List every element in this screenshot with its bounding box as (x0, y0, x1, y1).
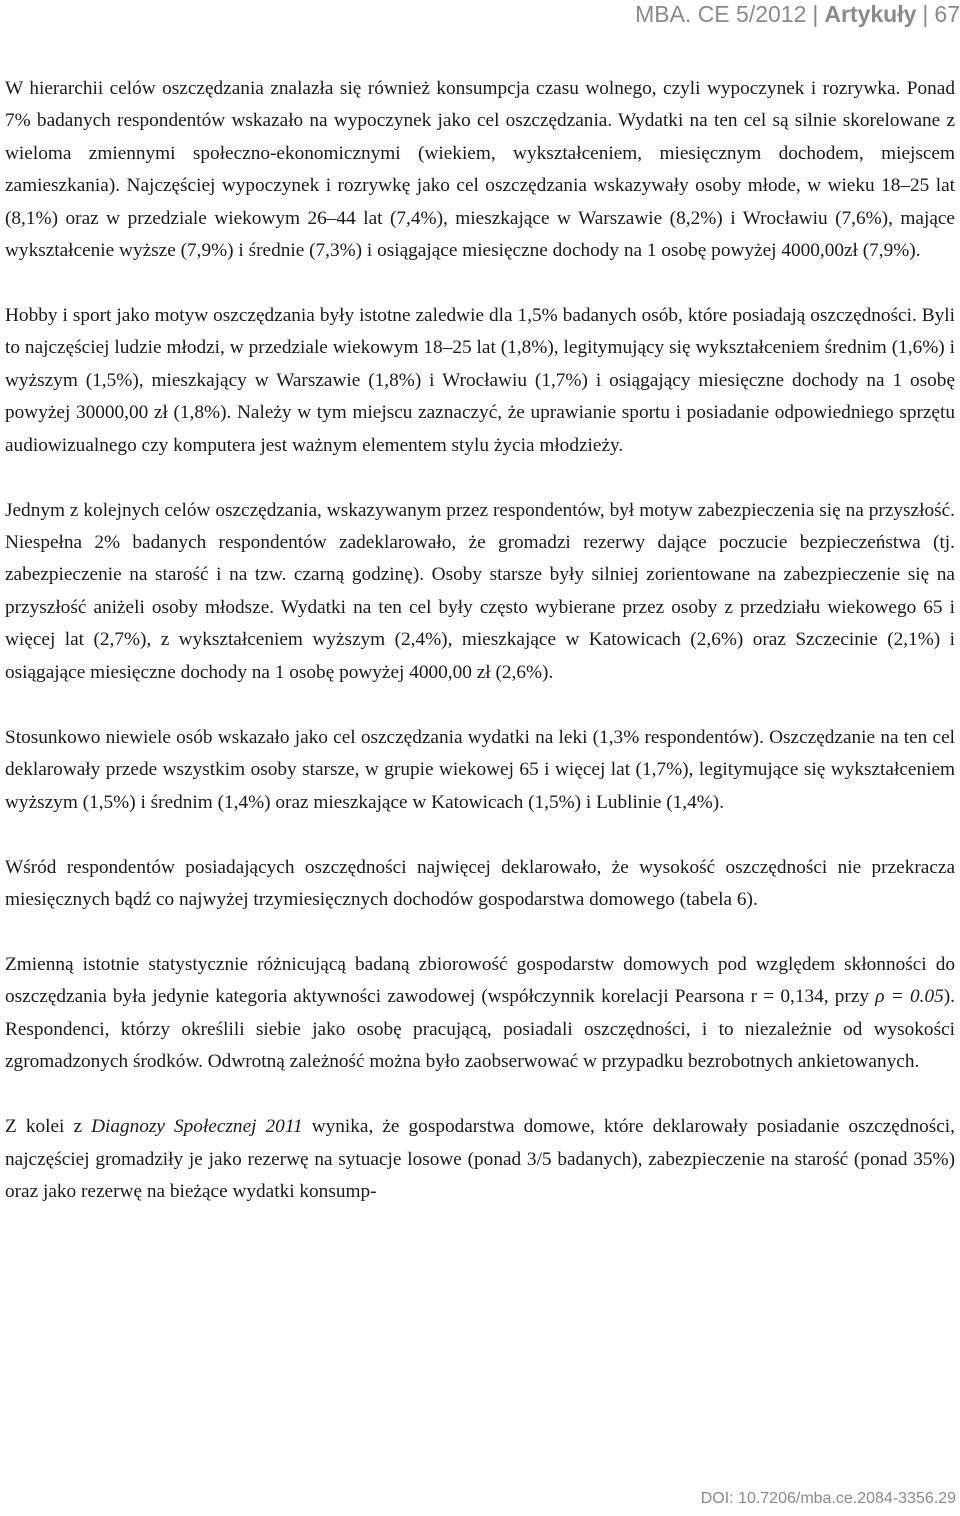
doi-footer: DOI: 10.7206/mba.ce.2084-3356.29 (700, 1490, 956, 1507)
paragraph-medicine: Stosunkowo niewiele osób wskazało jako cel oszczędzania wydatki na leki (1,3% respondentów). Oszczędzanie na ten cel deklarowały przede wszystkim osoby starsze, w grupie wiekowej 65 i więcej lat (1,7%), legitymujące się wykształceniem wyższym (1,5%) i średnim (1,4%) oraz mieszkające w Katowicach (1,5%) i Lublinie (1,4%). (5, 726, 955, 813)
cited-report-title: Diagnozy Społecznej 2011 (91, 1116, 303, 1138)
running-header (635, 0, 960, 28)
significance-level: ρ = 0.05 (875, 986, 944, 1008)
header-separator: | (812, 1, 819, 27)
diagnosis-text-end: wynika, że gospodarstwa domowe, które deklarowały posiadanie oszczędności, najczęściej gromadziły je jako rezerwę na sytuacje losowe (ponad 3/5 badanych), zabezpieczenie na starość (ponad 35%) oraz jako rezerwę na bieżące wydatki konsump- (5, 1116, 955, 1202)
section-name: Artykuły (824, 1, 917, 27)
correlation-text-end: ). Respondenci, którzy określili siebie jako osobę pracującą, posiadali oszczędności, i to niezależnie od wysokości zgromadzonych środków. Odwrotną zależność można było zaobserwować w przypadku bezrobotnych ankietowanych. (5, 986, 955, 1073)
diagnosis-text-start: Z kolei z (5, 1116, 92, 1138)
paragraph-future-security: Jednym z kolejnych celów oszczędzania, wskazywanym przez respondentów, był motyw zabezpieczenia się na przyszłość. Niespełna 2% badanych respondentów zadeklarowało, że gromadzi rezerwy dające poczucie bezpieczeństwa (tj. zabezpieczenie na starość i na tzw. czarną godzinę). Osoby starsze były silniej zorientowane na zabezpieczenie się na przyszłość aniżeli osoby młodsze. Wydatki na ten cel były często wybierane przez osoby z przedziału wiekowego 65 i więcej lat (2,7%), z wykształceniem wyższym (2,4%), mieszkające w Katowicach (2,6%) oraz Szczecinie (2,1%) i osiągające miesięczne dochody na 1 osobę powyżej 4000,00 zł (2,6%). (5, 499, 955, 683)
header-separator-2: | (922, 1, 929, 27)
paragraph-leisure: W hierarchii celów oszczędzania znalazła się również konsumpcja czasu wolnego, czyli wypoczynek i rozrywka. Ponad 7% badanych respondentów wskazało na wypoczynek jako cel oszczędzania. Wydatki na ten cel są silnie skorelowane z wieloma zmiennymi społeczno-ekonomicznymi (wiekiem, wykształceniem, miesięcznym dochodem, miejscem zamieszkania). Najczęściej wypoczynek i rozrywkę jako cel oszczędzania wskazywały osoby młode, w wieku 18–25 lat (8,1%) oraz w przedziale wiekowym 26–44 lat (7,4%), mieszkające w Warszawie (8,2%) i Wrocławiu (7,6%), mające wykształcenie wyższe (7,9%) i średnie (7,3%) i osiągające miesięczne dochody na 1 osobę powyżej 4000,00zł (7,9%). (5, 78, 955, 262)
article-body (5, 73, 955, 1208)
paragraph-social-diagnosis (5, 1111, 955, 1208)
page-number: 67 (934, 1, 960, 27)
journal-issue: MBA. CE 5/2012 (635, 1, 807, 27)
paragraph-savings-level: Wśród respondentów posiadających oszczędności najwięcej deklarowało, że wysokość oszczędności nie przekracza miesięcznych bądź co najwyżej trzymiesięcznych dochodów gospodarstwa domowego (tabela 6). (5, 856, 955, 910)
paragraph-hobby-sport: Hobby i sport jako motyw oszczędzania były istotne zaledwie dla 1,5% badanych osób, które posiadają oszczędności. Byli to najczęściej ludzie młodzi, w przedziale wiekowym 18–25 lat (1,8%), legitymujący się wykształceniem średnim (1,6%) i wyższym (1,5%), mieszkający w Warszawie (1,8%) i Wrocławiu (1,7%) i osiągający miesięczne dochody na 1 osobę powyżej 30000,00 zł (1,8%). Należy w tym miejscu zaznaczyć, że uprawianie sportu i posiadanie odpowiedniego sprzętu audiowizualnego czy komputera jest ważnym elementem stylu życia młodzieży. (5, 305, 955, 456)
paragraph-correlation (5, 949, 955, 1079)
correlation-text-start: Zmienną istotnie statystycznie różnicującą badaną zbiorowość gospodarstw domowych pod względem skłonności do oszczędzania była jedynie kategoria aktywności zawodowej (współczynnik korelacji Pearsona r = 0,134, przy (5, 953, 955, 1008)
